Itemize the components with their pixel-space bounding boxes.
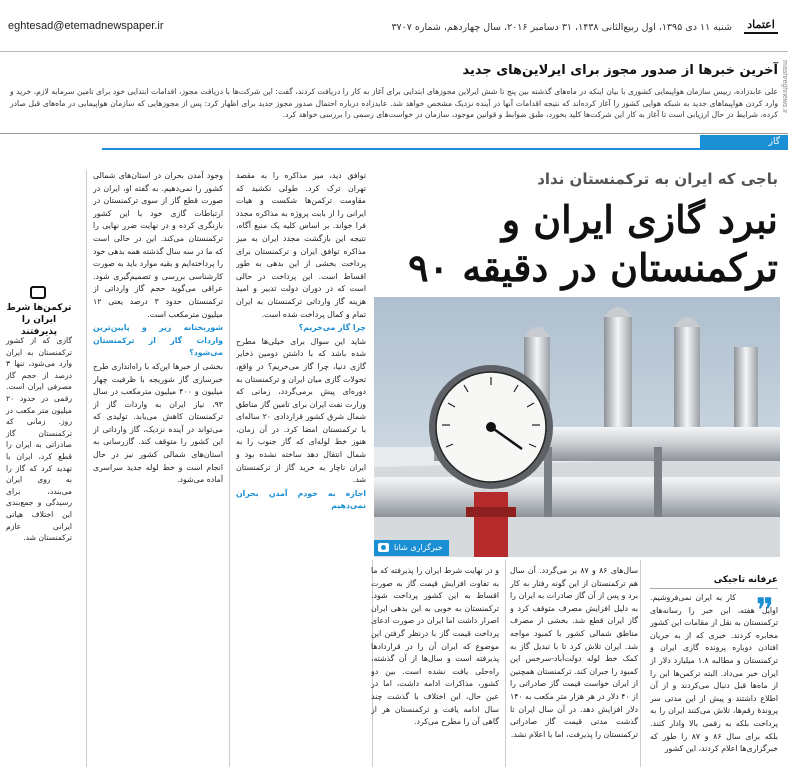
camera-icon bbox=[378, 543, 389, 552]
logo-text: اعتماد bbox=[747, 17, 775, 31]
watermark: mashreghnews.ir bbox=[781, 60, 788, 114]
column-divider bbox=[229, 170, 230, 767]
paragraph: وجود آمدن بحران در استان‌های شمالی کشور را نمی‌دهیم. به گفته او، ایران در صورت قطع گاز از سوی ترکمنستان در ارتباطات گازی خود با این کشور بازنگری کرده و در نهایت ضرر نهایی را ترکمنستان می‌کند. این در حالی است که ما در سه سال گذشته همه بدهی خود را پرداخته‌ایم و بقیه موارد باید به صورت کارشناسی بررسی و تصمیم‌گیری شود. عراقی می‌گوید حجم گاز وارداتی از ترکمنستان حدود ۳ درصد یعنی ۱۲ میلیون مترمکعب است. bbox=[93, 171, 223, 319]
gas-pipeline-illustration bbox=[374, 297, 780, 557]
newspaper-logo bbox=[742, 10, 780, 44]
article-headline: نبرد گازی ایران و ترکمنستان در دقیقه ۹۰ bbox=[408, 197, 778, 290]
paragraph: بخشی از خبرها این‌که با راه‌اندازی طرح خبرسازی گاز شوریجه با ظرفیت چهار میلیون و ۴۰۰ میلیون مترمکعب در سال ۹۳، نیاز ایران به واردات گاز از ترکمنستان کاهش می‌یابد. تولیدی که می‌تواند در آینده نزدیک، گاز وارداتی از این کشور را متوقف کند. گازرسانی به استان‌های شمالی کشور نیز در حال انجام است و خط لوله جدید سراسری آماده می‌شود. bbox=[93, 361, 223, 485]
column-divider bbox=[640, 560, 641, 767]
dateline: شنبه ۱۱ دی ۱۳۹۵، اول ربیع‌الثانی ۱۴۳۸، ۳۱ دسامبر ۲۰۱۶، سال چهاردهم، شماره ۳۷۰۷ bbox=[391, 22, 732, 33]
divider bbox=[0, 133, 788, 134]
section-label: گاز bbox=[700, 135, 788, 150]
article-column-3 bbox=[371, 565, 499, 767]
paragraph: توافق دید، میز مذاکره را به مقصد تهران ترک کرد. طولی نکشید که مقاومت ترکمن‌ها شکست و هیات ایرانی را از بابت پروژه به مذاکره مجدد فرا خواند. بر اساس کلیه یک منبع آگاه، نتیجه این بازگشت مجدد ایران به میز مذاکره توافق ایران و ترکمنستان برای پرداخت بخشی از این بدهی به طور اقساط است. این پرداخت در حالی است که در دوران دولت تدبیر و امید هزینه گاز وارداتی ترکمنستان به ایران تمام و کمال پرداخت شده است. bbox=[236, 171, 366, 319]
photo-credit: خبرگزاری شانا bbox=[374, 540, 449, 556]
article-column-2 bbox=[510, 565, 638, 767]
paragraph: سال‌های ۸۶ و ۸۷ بر می‌گردد. آن سال هم ترکمنستان از این گونه رفتار به کار برد و پس از آن گاز صادرات به ایران را به دلیل افزایش مصرف متوقف کرد و گاز ایران قطع شد. بخشی از مصرف مناطق شمالی کشور با کمبود مواجه شد. ایران تلاش کرد تا با تبدیل گاز به کمک خط لوله دولت‌آباد-سرخس این کمبود را جبران کند. ترکمنستان همچنین از ایران خواست قیمت گاز صادراتی را از ۴۰ دلار در هر هزار متر مکعب به ۱۴۰ دلار افزایش دهد. در آن سال ایران تا گذشت مدتی قیمت گاز صادراتی ترکمنستان را پذیرفت، اما با اعلام نشد. bbox=[510, 566, 638, 739]
brief-title: آخرین خبرها از صدور مجوز برای ایرلاین‌های جدید bbox=[462, 63, 778, 78]
paragraph: شاید این سوال برای خیلی‌ها مطرح شده باشد که با داشتن دومین ذخایر گازی دنیا، چرا گاز می‌خریم؟ در واقع، تحولات گازی میان ایران و ترکمنستان به دوره‌ای پیش برمی‌گردد، زمانی که وزارت نفت ایران برای تامین گاز مناطق شمال شرق کشور قراردادی ۲۰ ساله‌ای با ترکمنستان امضا کرد. در آن زمان، هنوز خط لوله‌ای که گاز جنوب را به شمال انتقال دهد ساخته نشده بود و ایران ناچار به خرید گاز از ترکمنستان شد. bbox=[236, 336, 366, 485]
article-column-4 bbox=[236, 170, 366, 767]
subheading: اجازه به خودم آمدن بحران نمی‌دهیم bbox=[236, 488, 366, 511]
article-photo bbox=[374, 297, 780, 557]
article-column-5 bbox=[93, 170, 223, 767]
column-divider bbox=[505, 560, 506, 767]
article-kicker: باجی که ایران به ترکمنستان نداد bbox=[537, 170, 778, 188]
sidebar-body: گازی که از کشور ترکمنستان به ایران وارد می‌شود، تنها ۳ درصد از حجم گاز مصرفی ایران است. رقمی در حدود ۲۰ میلیون متر مکعب در روز. زمانی که ترکمنستان گاز صادراتی به ایران را قطع کرد، ایران با تهدید کرد که گاز را به روی ایران می‌بندد، برای رسیدگی و جمع‌بندی این اختلاف هیاتی ایرانی عازم ترکمنستان شد. bbox=[6, 336, 72, 543]
section-rule bbox=[102, 148, 700, 150]
subheading: چرا گاز می‌خریم؟ bbox=[298, 323, 366, 333]
paragraph: و در نهایت شرط ایران را پذیرفته که ما به تفاوت افزایش قیمت گاز به صورت اقساط به این کشور پرداخت شود. ترکمنستان به خوبی به این بدهی ایران اصرار داشت اما ایران در صورت ادعای پرداخت قیمت گاز با درنظر گرفتن این موضوع که ایران آن را در قراردادها پذیرفته است و سال‌ها از آن گذشته، راه‌حلی یافت نشده است. بین دو کشور، مذاکرات ادامه داشت، اما در عین حال، این اختلاف با گذشت چند سال ادامه یافت و ترکمنستان هر از گاهی آن را مطرح می‌کرد. bbox=[371, 566, 499, 727]
chat-bubble-icon bbox=[30, 286, 46, 299]
logo-underline bbox=[744, 32, 778, 36]
subheading: شوربختانه زیر و پایین‌ترین واردات گاز از ترکمنستان می‌شود؟ bbox=[93, 323, 223, 358]
quote-icon: ❞ bbox=[755, 591, 774, 631]
sidebar-title: ترکمن‌ها شرط ایران را پذیرفتند bbox=[6, 303, 72, 337]
contact-email[interactable]: eghtesad@etemadnewspaper.ir bbox=[8, 20, 164, 32]
author-byline: عرفانه تاجیکی bbox=[650, 575, 778, 589]
brief-body: علی عابدزاده، رییس سازمان هواپیمایی کشوری با بیان اینکه در ماه‌های گذشته بین پنج تا شش ایرلاین مجوزهای ابتدایی برای آغاز به کار را دریافت کردند، گفت: این شرکت‌ها با دریافت مجوز، اقدامات ابتدایی خود برای تامین سرمایه لازم، خرید و وارد کردن هواپیماهای جدید به شبکه هوایی کشور را آغاز کرده‌اند که نتیجه اقدامات آنها در آینده نزدیک مشخص خواهد شد. عابدزاده درباره احتمال صدور مجوز جدید برای اظهار کرد: پس از مجوزهایی که سازمان هواپیمایی در ماه‌های قبل صادر کرده، شرایط در حال ارزیابی است تا آغاز به کار این شرکت‌ها کلید بخورد، طبق ضوابط و قوانین موجود، سازمان در خواست‌های رسمی را بررسی خواهد کرد. bbox=[10, 87, 778, 120]
paragraph: کار به ایران نمی‌فروشیم. اوایل هفته، این خبر را رسانه‌های ترکمنستان به نقل از مقامات این کشور مخابره کردند. خبری که از به جریان افتادن دوباره پرونده گازی ایران و ترکمنستان و مطالبه ۱.۸ میلیارد دلار از ایران خبر می‌داد. البته ترکمن‌ها این را از ماه‌ها قبل دنبال می‌کردند و از آن اطلاع داشتند و پیش از این مدتی سر پروندهٔ رقم‌ها، تلاش می‌کنند ایران را به پرداخت بلکه به رقمی بالا وادار کنند. بلکه برای سال ۸۶ و ۸۷ را طور که خبرگزاری‌ها اعلام کردند، این کشور bbox=[650, 593, 778, 754]
masthead-bar bbox=[0, 0, 788, 52]
article-column-1 bbox=[650, 592, 778, 767]
column-divider bbox=[86, 170, 87, 767]
